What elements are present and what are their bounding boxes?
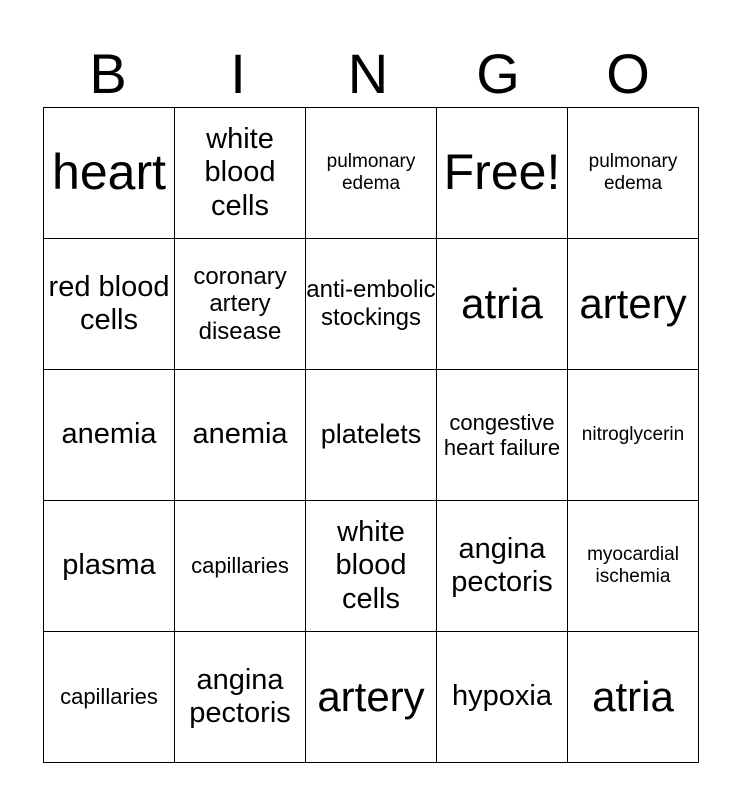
- board-cell: anemia: [175, 370, 306, 501]
- board-cell: artery: [306, 632, 437, 763]
- bingo-board: [43, 107, 699, 763]
- board-cell: red blood cells: [44, 239, 175, 370]
- board-row: [44, 501, 699, 632]
- board-cell: angina pectoris: [437, 501, 568, 632]
- board-cell: heart: [44, 108, 175, 239]
- board-cell: white blood cells: [175, 108, 306, 239]
- board-cell: pulmonary edema: [568, 108, 699, 239]
- board-cell: capillaries: [44, 632, 175, 763]
- free-space-cell: Free!: [437, 108, 568, 239]
- board-row: [44, 370, 699, 501]
- header-letter-i: I: [230, 42, 246, 105]
- board-cell: hypoxia: [437, 632, 568, 763]
- board-cell: plasma: [44, 501, 175, 632]
- header-letter-o: O: [606, 42, 650, 105]
- header-letter-b: B: [89, 42, 127, 105]
- board-cell: atria: [437, 239, 568, 370]
- board-cell: anti-embolic stockings: [306, 239, 437, 370]
- header-letter-g: G: [476, 42, 520, 105]
- board-cell: congestive heart failure: [437, 370, 568, 501]
- board-cell: artery: [568, 239, 699, 370]
- board-cell: angina pectoris: [175, 632, 306, 763]
- board-cell: platelets: [306, 370, 437, 501]
- board-row: [44, 239, 699, 370]
- board-cell: white blood cells: [306, 501, 437, 632]
- board-cell: anemia: [44, 370, 175, 501]
- board-cell: atria: [568, 632, 699, 763]
- board-cell: coronary artery disease: [175, 239, 306, 370]
- board-cell: capillaries: [175, 501, 306, 632]
- header-letter-n: N: [347, 42, 389, 105]
- board-cell: myocardial ischemia: [568, 501, 699, 632]
- board-row: [44, 632, 699, 763]
- board-cell: pulmonary edema: [306, 108, 437, 239]
- board-row: [44, 108, 699, 239]
- bingo-header: [43, 40, 693, 108]
- board-cell: nitroglycerin: [568, 370, 699, 501]
